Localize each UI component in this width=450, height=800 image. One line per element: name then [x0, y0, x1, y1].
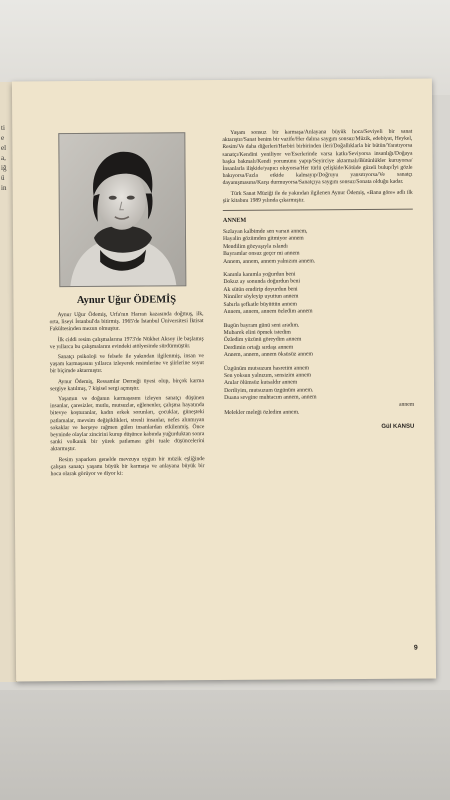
poem-line: Mendilim gözyaşıyla ıslandı [223, 243, 288, 250]
portrait-image [59, 133, 185, 286]
bio-paragraph: Aynur Uğur Ödemiş, Urfa'nın Harran kazasında doğmuş, ilk, orta, liseyi İstanbul'da bitirmiş. 1965'de İstanbul Üniversitesi İktisat Fakültesinden mezun olmuştur. [49, 311, 204, 333]
poem-line: Kanınla kanımla yoğurdun beni [223, 271, 296, 279]
poem-line: Dertliyim, mutsuzum üzgünüm annem. [224, 387, 314, 394]
author-given-name: Aynur Uğur [76, 294, 131, 307]
right-column [222, 129, 414, 432]
poem-line: Ninniler söyleyip uyuttun annem [223, 293, 299, 301]
poem-stanza [223, 228, 413, 266]
bio-paragraph: İlk ciddi resim çalışmalarına 1973'de Nükhet Aksoy ile başlamış ve yıllarca bu çalışmalarını evindeki atölyesinde sürdürmüştür. [49, 335, 204, 351]
poet-signature: Gül KANSU [381, 424, 415, 431]
poem-line: Derdimin ortağı sırdaşı annem [223, 344, 294, 351]
bio-paragraph: Resim yaparken genelde mevzuya uygun bir müzik eşliğinde çalışan sanatçı yaşamı büyük bir karmaşa ve anlayana büyük bir hoca olarak görüyor ve diyor ki: [50, 455, 205, 478]
author-surname: ÖDEMİŞ [133, 294, 177, 306]
poem-title: ANNEM [222, 216, 247, 225]
poem-line: Bayramlar onsuz geçer mi annem [223, 250, 300, 258]
bio-paragraph: Yaşamın ve doğanın karmaşasını izleyen sanatçı düşünen insanlar, çaresizler, mutlu, mutsuzlar, eğlenenler, çalışma hayatında bitevye koşturanlar, kadın erkek sorunları, çocuklar, güneşteki patlamalar, mevsim değişiklikleri, stresli insanlar, nefes alınmıyan sokaklar ve herşeye rağmen gülen insanlardan etkilenmiş. Önce beyninde olaylar zincirini kurup düşünce kabında yuğurduktan sonra sanki volkanik bir yürek patlaması gibi tuale düşüncelerini aktarmıştır. [50, 395, 205, 453]
author-name-heading [49, 294, 203, 306]
poem-line-trailing: annem [398, 401, 415, 408]
left-page-fragment: in [1, 184, 7, 192]
poem-line: Hayalin gözümden gitmiyor annem [222, 235, 304, 243]
poem-line: Sabırla şefkatle büyüttün annem [223, 301, 297, 308]
poem-line: Sen yoksun yalnızım, sensizim annem [223, 372, 312, 379]
poem-line: Ak sütün emdirip doyurdun beni [223, 286, 298, 293]
left-column [49, 294, 204, 481]
author-portrait-photo [58, 132, 186, 287]
left-page-fragment: e [1, 134, 5, 142]
section-divider [223, 209, 413, 211]
poem-line: Annem, annem, annem yalnızım annem. [223, 258, 316, 265]
poem-stanza [224, 321, 414, 359]
page-number: 9 [413, 644, 418, 652]
quote-paragraph: Türk Sanat Müziği ile de yakından ilgilenen Aynur Ödemiş, «Bana göre» adlı ilk şiir kitabını 1989 yılında çıkarmıştır. [222, 189, 413, 204]
poem-line: Dokuz ay sonunda doğurdun beni [223, 278, 301, 286]
poem-stanza [224, 364, 414, 417]
left-page-fragment: a, [1, 154, 6, 162]
poem-line: Anılar ölümsüz kutsaldır annem [224, 379, 298, 387]
poem-line: Duana sevgine muhtacım annem, annem [224, 394, 317, 402]
poem-line: Annem, annem, annem öksüsüz annem [223, 351, 313, 359]
poem-line: Annem, annem, annem özledim annem [223, 308, 313, 316]
poem-closing-line: Melekler meleği özledim annem. [224, 409, 300, 416]
magazine-page [12, 79, 436, 682]
bio-paragraph: Sanatçı psikoloji ve felsefe ile yakından ilgilenmiş, insan ve yaşam karmaşasını yıllarca izleyerek resimlerine ve şiirlerine soyut bir biçimde aktarmıştır. [49, 353, 204, 375]
left-page-fragment: el [1, 144, 7, 152]
left-page-fragment: ü [1, 174, 5, 182]
poem-line: Sızlayan kalbimde sen varsın annem, [222, 228, 308, 236]
left-page-fragment: ti [1, 124, 5, 132]
left-page-fragment: iğ [1, 164, 7, 172]
quote-paragraph: Yaşam sonsuz bir karmaşa/Anlayana büyük hoca/Seviyeli bir sanat aktarıştır/Sanat benim bir vazife/Her dalına saygım sonsuz/Müzik, edebiyat, Heykel, Resim/Ve daha diğerleri/Herbiri birbirinden ileri/Doğallıklarla bir bütün/Yaratıyorsa sanatçı/Kendini yeniliyor ve/Eserlerinde varsa katkı/Seviyorsa insanlığı/Doğaya başka bakmalı/Kendi yorumunu yapıp/Seyirciye aktarmalı/Bütünlükler kuruyorsa/İnsanlarla ilişkide/yapıcı oluyorsa/Her türlü çelişkide/Kötüde güzeli bulup/İyi gözle bakıyorsa/Fazla etkide kalmayıp/Doğruyu yansıtıyorsa/Ve sanatçı dayanışmasına/Karşı durmuyorsa/Sanatçıya saygım sonsuz/Sonata olduğu kadar. [222, 128, 413, 187]
poem-line: Özledim yüzünü göreydim annem [223, 336, 302, 344]
poem-stanza [223, 271, 413, 317]
table-surface [0, 690, 450, 800]
poem-line: Üzgünüm mutsuzum hasretim annem [223, 364, 310, 372]
poem-line: Mubarek elini öpmek istedim [223, 329, 291, 336]
bio-paragraph: Aynur Ödemiş, Ressamlar Derneği üyesi olup, birçok karma sergiye katılmış, 7 kişisel sergi açmıştır. [50, 377, 205, 393]
poem-line: Bugün bayram günü seni aradım. [223, 321, 300, 329]
